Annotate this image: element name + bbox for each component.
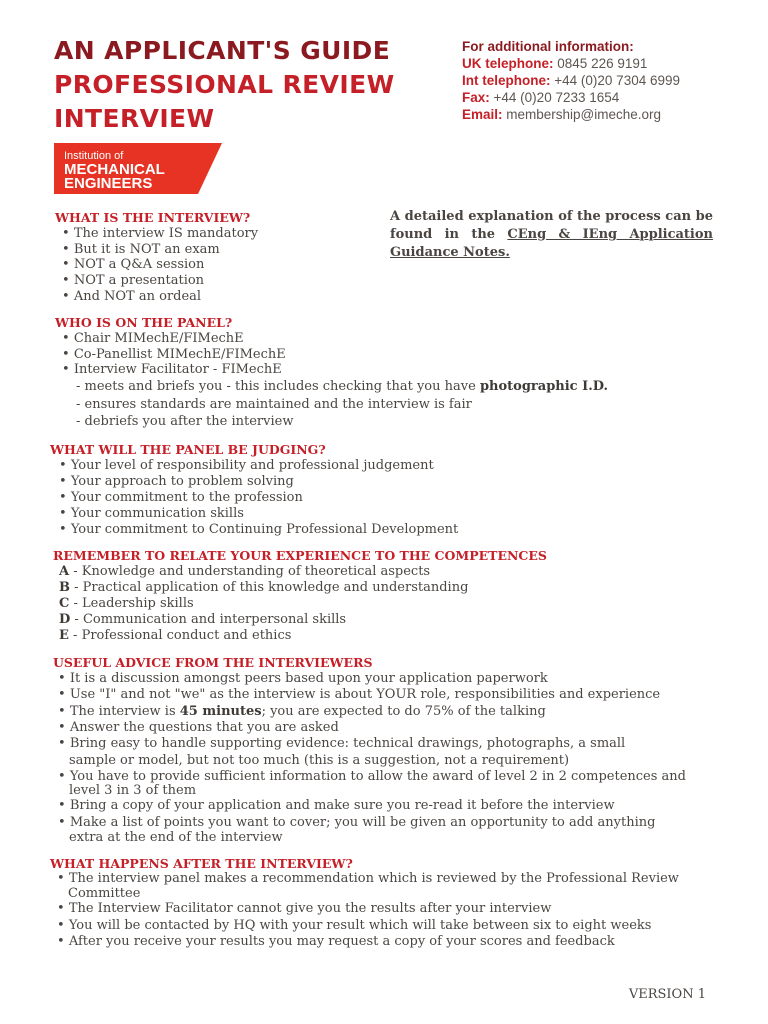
int-telephone-value: +44 (0)20 7304 6999 — [554, 73, 680, 88]
competence-item: E - Professional conduct and ethics — [59, 628, 292, 643]
list-item: • The interview IS mandatory — [62, 226, 259, 241]
competence-item: C - Leadership skills — [59, 596, 194, 611]
email-label: Email: — [462, 107, 503, 122]
section-panel — [55, 315, 608, 431]
guidance-notes-link[interactable]: CEng & IEng Application Guidance Notes. — [390, 227, 713, 260]
section-heading: WHO IS ON THE PANEL? — [55, 315, 233, 330]
list-item-continued: level 3 in 3 of them — [69, 783, 197, 799]
list-item: • Your approach to problem solving — [59, 474, 294, 489]
list-item-continued: sample or model, but not too much (this is a suggestion, not a requirement) — [69, 753, 570, 769]
section-competences — [53, 548, 547, 644]
section-heading: WHAT WILL THE PANEL BE JUDGING? — [50, 442, 326, 457]
competence-item: D - Communication and interpersonal skills — [59, 612, 347, 627]
list-item: • Your commitment to Continuing Professional Development — [59, 522, 459, 537]
title-line-1: AN APPLICANT'S GUIDE — [54, 36, 391, 65]
logo-text-line-2: MECHANICAL — [64, 161, 165, 178]
contact-heading: For additional information: — [462, 39, 634, 54]
section-judging — [50, 442, 458, 538]
list-item: • The Interview Facilitator cannot give you the results after your interview — [57, 901, 552, 916]
list-item-continued: Committee — [68, 885, 141, 901]
list-item: • Chair MIMechE/FIMechE — [62, 331, 244, 346]
section-advice — [53, 655, 686, 845]
competence-item: B - Practical application of this knowledge and understanding — [59, 580, 469, 595]
list-item: • Make a list of points you want to cover; you will be given an opportunity to add anything — [58, 814, 656, 830]
guidance-text: A detailed explanation of the process can be found in the — [390, 209, 713, 242]
guidance-note — [390, 208, 713, 262]
list-item: • Co-Panellist MIMechE/FIMechE — [62, 346, 286, 362]
uk-telephone-value: 0845 226 9191 — [557, 56, 648, 71]
int-telephone-label: Int telephone: — [462, 73, 551, 88]
list-item: • Bring easy to handle supporting evidence: technical drawings, photographs, a small — [58, 736, 626, 752]
list-item: • But it is NOT an exam — [62, 241, 220, 257]
section-heading: REMEMBER TO RELATE YOUR EXPERIENCE TO THE COMPETENCES — [53, 548, 547, 563]
list-item: • And NOT an ordeal — [62, 288, 202, 304]
email-link[interactable]: membership@imeche.org — [506, 107, 662, 122]
section-heading: WHAT HAPPENS AFTER THE INTERVIEW? — [50, 856, 353, 871]
version-label: VERSION 1 — [628, 987, 706, 1002]
logo-text-line-3: ENGINEERS — [64, 175, 153, 192]
sub-item: - meets and briefs you - this includes checking that you have photographic I.D. — [76, 379, 609, 395]
title-line-2: PROFESSIONAL REVIEW — [54, 70, 395, 99]
list-item: • It is a discussion amongst peers based upon your application paperwork — [58, 671, 548, 686]
fax-value: +44 (0)20 7233 1654 — [493, 90, 620, 105]
contact-email-row — [462, 106, 680, 123]
list-item: • The interview panel makes a recommendation which is reviewed by the Professional Review — [57, 871, 679, 886]
list-item: • Your level of responsibility and professional judgement — [59, 458, 434, 473]
list-item: • You have to provide sufficient information to allow the award of level 2 in 2 competences and — [58, 769, 686, 785]
contact-uk-row — [462, 55, 680, 72]
list-item: • Bring a copy of your application and make sure you re-read it before the interview — [58, 798, 615, 814]
title-line-3: INTERVIEW — [54, 104, 215, 133]
section-what-is-interview — [55, 210, 258, 305]
list-item: • The interview is 45 minutes; you are expected to do 75% of the talking — [58, 703, 546, 719]
section-after — [50, 856, 679, 951]
list-item: • After you receive your results you may request a copy of your scores and feedback — [57, 934, 615, 949]
competence-item: A - Knowledge and understanding of theoretical aspects — [59, 564, 431, 579]
uk-telephone-label: UK telephone: — [462, 56, 554, 71]
list-item: • Use "I" and not "we" as the interview is about YOUR role, responsibilities and experience — [58, 687, 661, 703]
logo-text-line-1: Institution of — [64, 150, 124, 162]
list-item-continued: extra at the end of the interview — [69, 830, 283, 846]
list-item: • NOT a Q&A session — [62, 257, 205, 273]
list-item: • Your communication skills — [59, 506, 244, 521]
fax-label: Fax: — [462, 90, 490, 105]
section-heading: USEFUL ADVICE FROM THE INTERVIEWERS — [53, 655, 373, 670]
sub-item: - debriefs you after the interview — [76, 414, 294, 430]
contact-fax-row — [462, 89, 680, 106]
list-item: • You will be contacted by HQ with your result which will take between six to eight weeks — [57, 917, 652, 933]
list-item: • Answer the questions that you are asked — [58, 719, 339, 735]
page-title — [54, 34, 395, 136]
list-item: • NOT a presentation — [62, 273, 205, 289]
list-item: • Interview Facilitator - FIMechE — [62, 362, 282, 378]
contact-int-row — [462, 72, 680, 89]
list-item: • Your commitment to the profession — [59, 490, 303, 505]
sub-item: - ensures standards are maintained and the interview is fair — [76, 396, 472, 412]
contact-info — [462, 38, 680, 123]
imeche-logo — [54, 143, 222, 194]
logo-graphic — [54, 143, 222, 194]
section-heading: WHAT IS THE INTERVIEW? — [55, 210, 251, 225]
